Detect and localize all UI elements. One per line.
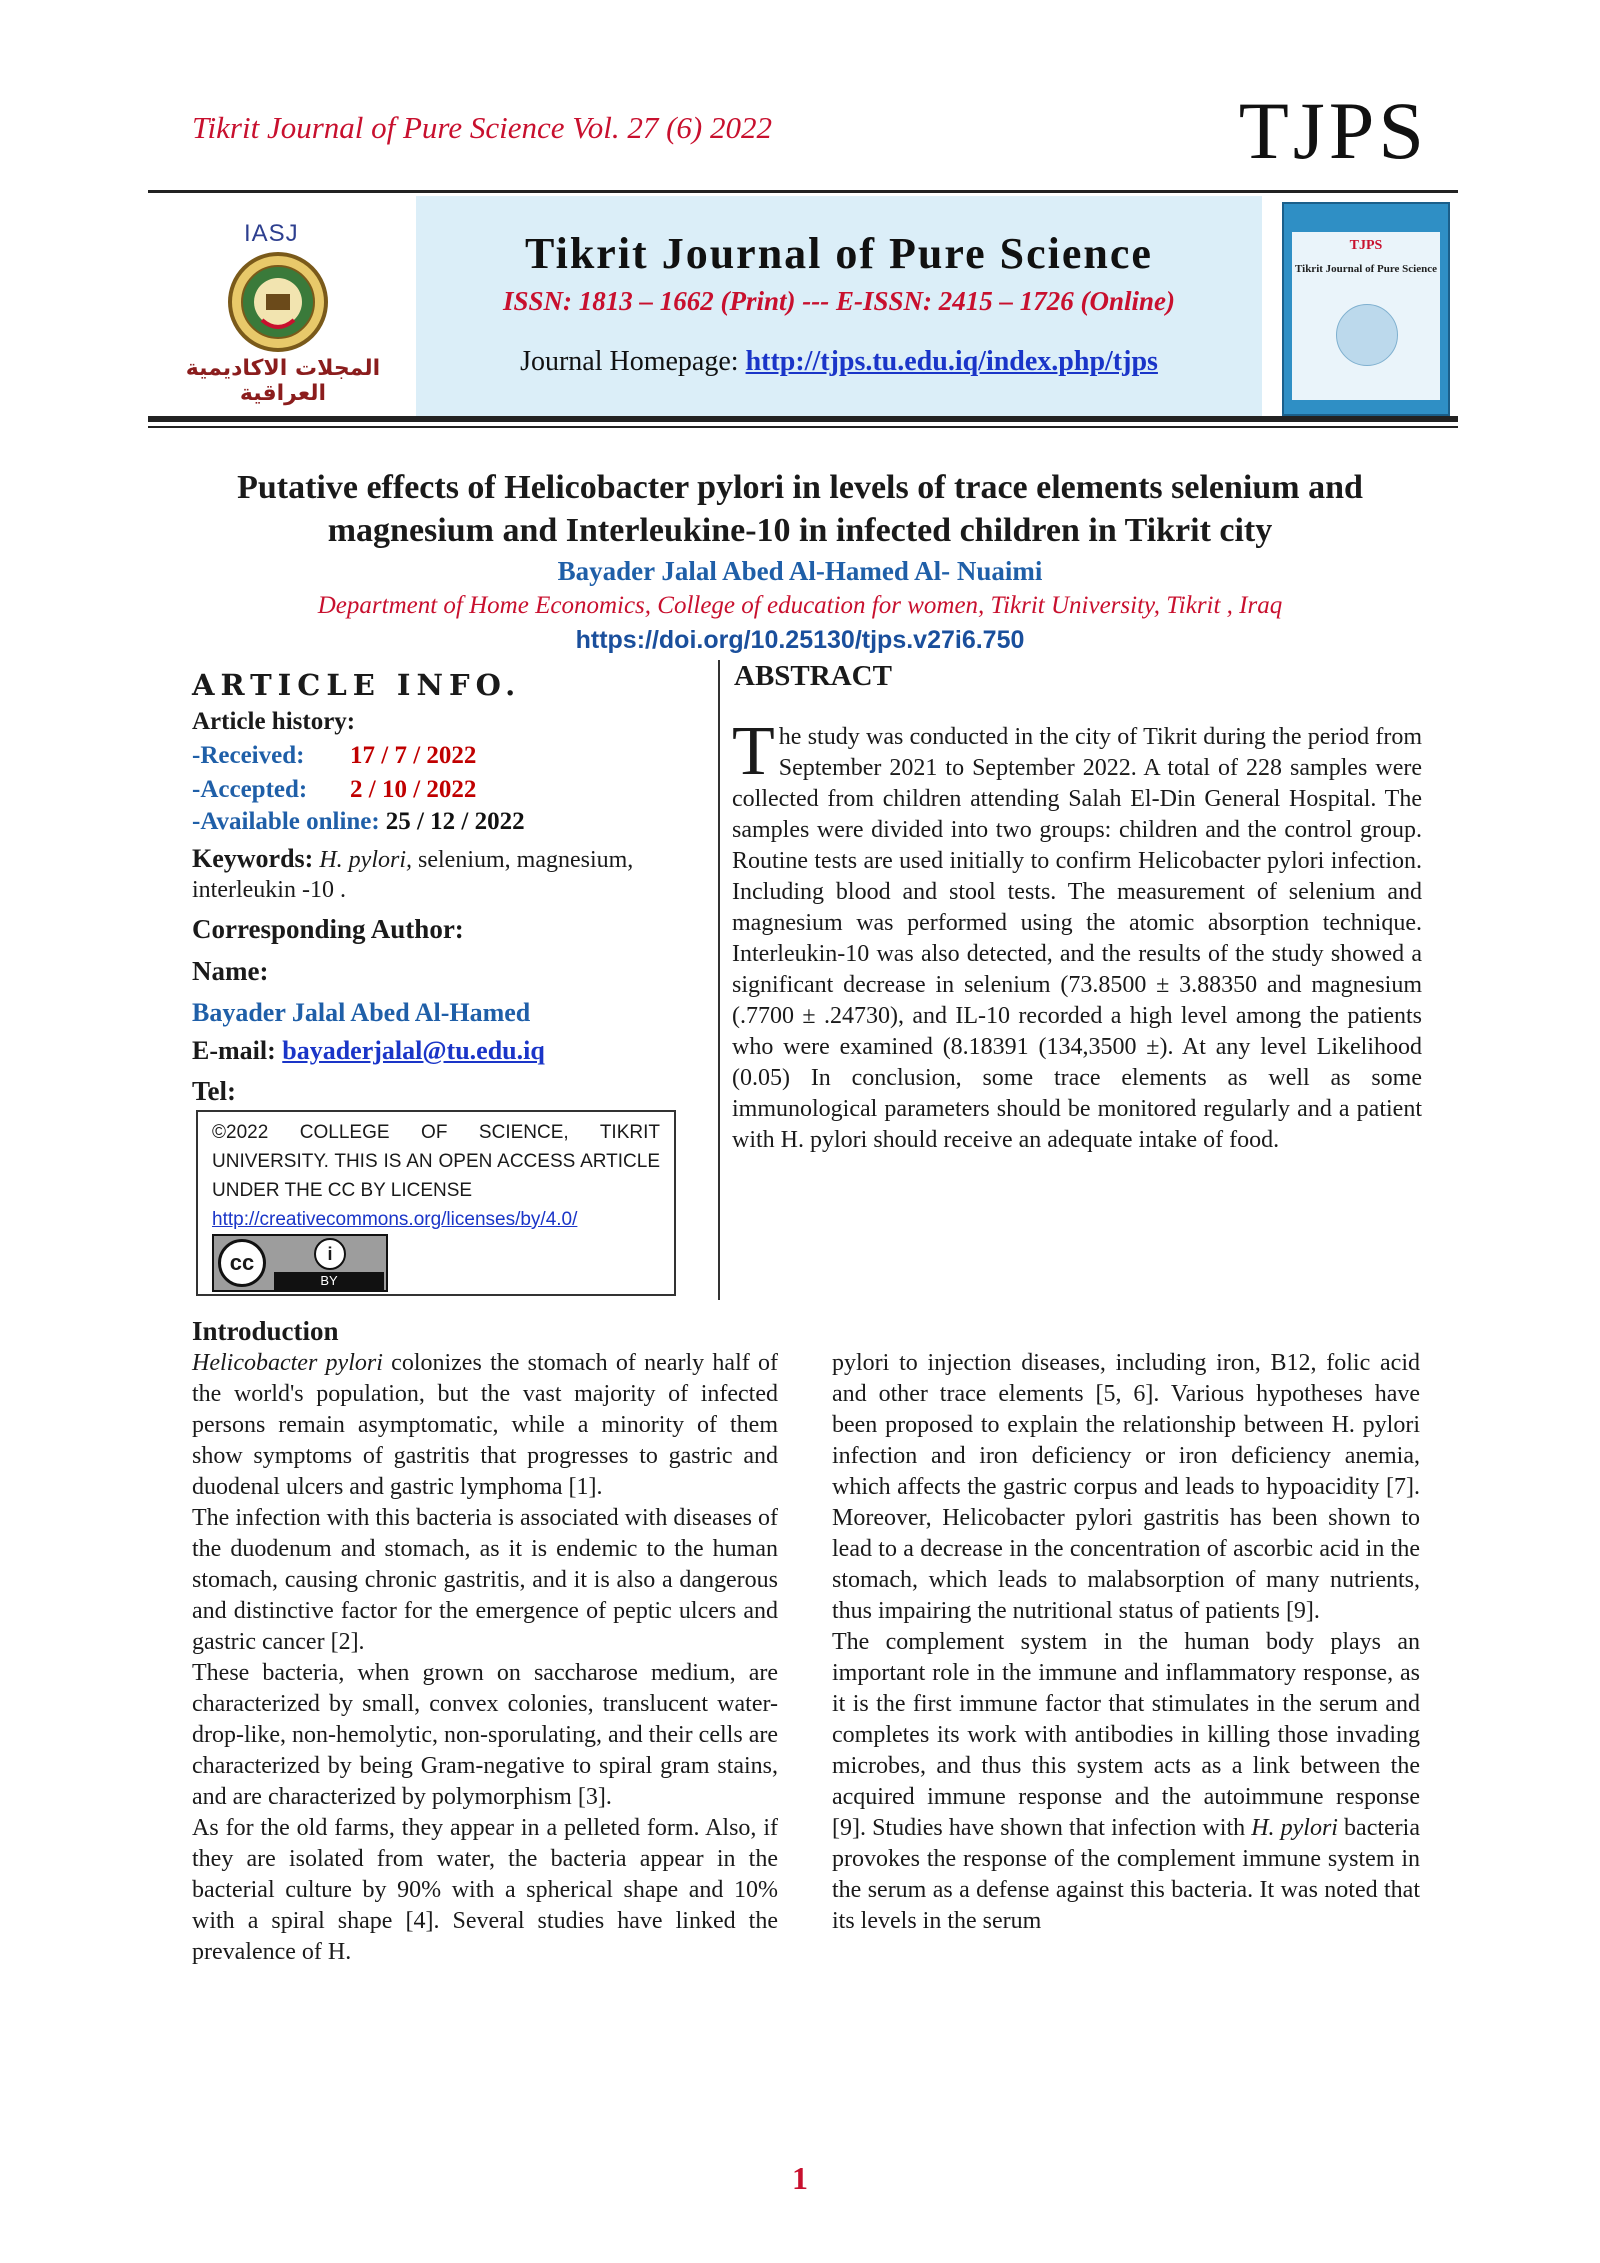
tjps-logo: TJPS [1238, 85, 1428, 176]
article-info-heading: ARTICLE INFO. [192, 668, 522, 702]
issn-line: ISSN: 1813 – 1662 (Print) --- E-ISSN: 2415 – 1726 (Online) [502, 286, 1176, 316]
hpylori-term-2: H. pylori [1251, 1815, 1338, 1841]
keyword-hpylori: H. pylori, [319, 847, 412, 873]
keywords [192, 844, 702, 905]
available-row [192, 808, 525, 836]
intro-paragraph-1 [192, 1348, 778, 1503]
available-label: -Available online: [192, 808, 380, 835]
journal-cover-panel [1266, 196, 1458, 416]
intro-paragraph-1-text: colonizes the stomach of nearly half of the world's population, but the vast majority of infected persons remain asymptomatic, while a minority of them show symptoms of gastritis that progresses to gastric and duodenal ulcers and gastric lymphoma [1]. [192, 1350, 778, 1500]
abstract-dropcap: T [732, 713, 775, 790]
intro-paragraph-6 [832, 1627, 1420, 1937]
intro-paragraph-2: The infection with this bacteria is associated with diseases of the duodenum and stomach, as it is endemic to the human stomach, causing chronic gastritis, and it is also a dangerous and distinctive factor for the emergence of peptic ulcers and gastric cancer [2]. [192, 1505, 778, 1655]
intro-paragraph-5: pylori to injection diseases, including iron, B12, folic acid and other trace elements [5, 6]. Various hypotheses have been proposed to explain the relationship between H. pylori infection and iron deficiency or iron deficiency anemia, which affects the gastric corpus and leads to hypoacidity [7]. Moreover, Helicobacter pylori gastritis has been shown to lead to a decrease in the concentration of ascorbic acid in the stomach, which leads to malabsorption of many nutrients, thus impairing the nutritional status of patients [9]. [832, 1350, 1420, 1624]
paper-author: Bayader Jalal Abed Al-Hamed Al- Nuaimi [557, 556, 1043, 586]
email-label: E-mail: [192, 1036, 283, 1065]
homepage-label: Journal Homepage: [520, 346, 746, 377]
received-row [192, 742, 476, 770]
accepted-row [192, 776, 476, 804]
intro-paragraph-6-text-b: bacteria provokes the response of the complement immune system in the serum as a defense against this bacteria. It was noted that its levels in the serum [832, 1815, 1420, 1934]
column-divider [718, 660, 720, 1300]
doi-link[interactable]: https://doi.org/10.25130/tjps.v27i6.750 [575, 626, 1025, 654]
paper-title: Putative effects of Helicobacter pylori in levels of trace elements selenium and magnesium and Interleukine-10 in infected children in Tikrit city [237, 469, 1363, 549]
license-link[interactable]: http://creativecommons.org/licenses/by/4.0/ [212, 1209, 578, 1230]
received-label: -Received: [192, 742, 305, 769]
available-date: 25 / 12 / 2022 [385, 808, 525, 835]
keywords-list: selenium, magnesium, interleukin -10 . [192, 847, 634, 903]
introduction-left-column [192, 1348, 778, 1968]
abstract-heading: ABSTRACT [734, 660, 892, 692]
banner-rule-thick [148, 416, 1458, 422]
iasj-logo-panel [148, 196, 412, 416]
by-label: BY [274, 1272, 384, 1290]
header-rule [148, 190, 1458, 193]
license-text: ©2022 COLLEGE OF SCIENCE, TIKRIT UNIVERSITY. THIS IS AN OPEN ACCESS ARTICLE UNDER THE CC BY LICENSE [212, 1122, 660, 1201]
email-line [192, 1036, 545, 1066]
journal-title-panel [416, 196, 1262, 416]
hpylori-term: Helicobacter pylori [192, 1350, 383, 1376]
email-link[interactable]: bayaderjalal@tu.edu.iq [282, 1036, 545, 1065]
abstract-text: he study was conducted in the city of Tikrit during the period from September 2021 to September 2022. A total of 228 samples were collected from children attending Salah El-Din General Hospital. The samples were divided into two groups: children and the control group. Routine tests are used initially to confirm Helicobacter pylori infection. Including blood and stool tests. The measurement of selenium and magnesium was performed using the atomic absorption technique. Interleukin-10 was also detected, and the results of the study showed a significant decrease in selenium (73.8500 ± 3.88350 and magnesium (.7700 ± .24730), and IL-10 recorded a high level among the patients who were examined (8.18391 (134,3500 ±). At any level Likelihood (0.05) In conclusion, some trace elements as well as some immunological parameters should be monitored regularly and a patient with H. pylori should receive an adequate intake of food. [732, 724, 1422, 1153]
cover-tjps: TJPS [1349, 238, 1383, 253]
author-affiliation: Department of Home Economics, College of education for women, Tikrit University, Tikrit , Iraq [317, 592, 1283, 619]
homepage-link[interactable]: http://tjps.tu.edu.iq/index.php/tjps [745, 346, 1158, 377]
tel-label: Tel: [192, 1076, 237, 1106]
received-date: 17 / 7 / 2022 [350, 742, 477, 769]
cover-inner [1292, 232, 1440, 400]
keywords-label: Keywords: [192, 844, 314, 873]
corresponding-author-name: Bayader Jalal Abed Al-Hamed [192, 998, 531, 1027]
journal-cover-image [1282, 202, 1450, 416]
article-history-label: Article history: [192, 708, 356, 735]
introduction-right-column [832, 1348, 1420, 1937]
journal-banner [148, 196, 1458, 416]
abstract-body [732, 713, 1422, 1156]
journal-name: Tikrit Journal of Pure Science [525, 229, 1153, 278]
banner-rule-thin [148, 426, 1458, 428]
license-box [196, 1110, 676, 1296]
attribution-icon: i [314, 1238, 346, 1270]
page-number: 1 [792, 2160, 808, 2196]
iasj-arabic-label: المجلات الاكاديمية العراقية [185, 356, 381, 406]
cc-icon: cc [218, 1239, 266, 1287]
iasj-seal-icon [226, 250, 330, 354]
cc-by-badge[interactable] [212, 1234, 388, 1292]
journal-homepage [416, 346, 1262, 378]
corresponding-author-label: Corresponding Author: [192, 914, 464, 944]
introduction-heading: Introduction [192, 1316, 339, 1346]
intro-paragraph-3: These bacteria, when grown on saccharose medium, are characterized by small, convex colonies, translucent water-drop-like, non-hemolytic, non-sporulating, and their cells are characterized by being Gram-negative to spiral gram stains, and are characterized by polymorphism [3]. [192, 1660, 778, 1810]
accepted-date: 2 / 10 / 2022 [350, 776, 477, 803]
journal-volume-line: Tikrit Journal of Pure Science Vol. 27 (6) 2022 [192, 110, 773, 145]
cover-globe-icon [1336, 304, 1398, 366]
intro-paragraph-6-text-a: The complement system in the human body plays an important role in the immune and inflammatory response, as it is the first immune factor that stimulates in the serum and completes its work with antibodies in killing those invading microbes, and thus this system acts as a link between the acquired immune response and the autoimmune response [9]. Studies have shown that infection with [832, 1629, 1420, 1841]
accepted-label: -Accepted: [192, 776, 308, 803]
intro-paragraph-4: As for the old farms, they appear in a pelleted form. Also, if they are isolated from water, the bacteria appear in the bacterial culture by 90% with a spherical shape and 10% with a spiral shape [4]. Several studies have linked the prevalence of H. [192, 1815, 778, 1965]
name-label: Name: [192, 956, 269, 986]
cover-title: Tikrit Journal of Pure Science [1295, 263, 1437, 275]
iasj-label: IASJ [244, 220, 299, 247]
